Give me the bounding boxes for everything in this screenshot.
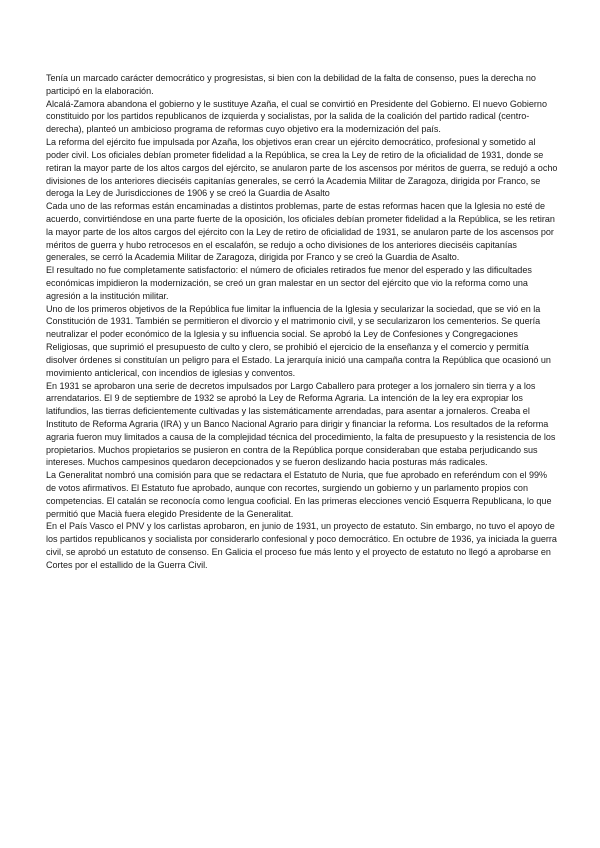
paragraph-catalan-statute: La Generalitat nombró una comisión para que se redactara el Estatuto de Nuria, que fue aprobado en referéndum con el 99% de votos afirmativos. El Estatuto fue aprobado, aunque con recortes, surgiendo un gobierno y un parlamento propios con competencias. El catalán se reconocía como lengua cooficial. En las primeras elecciones venció Esquerra Republicana, lo que permitió que Macià fuera elegido Presidente de la Generalitat. <box>46 470 552 519</box>
paragraph-army-reform: La reforma del ejército fue impulsada por Azaña, los objetivos eran crear un ejército democrático, profesional y sometido al poder civil. Los oficiales debían prometer fidelidad a la República, se crea la Ley de retiro de la oficialidad de 1931, donde se retiran la mayor parte de los altos cargos del ejército, se anularon parte de los ascensos por méritos de guerra, se redujó a ocho divisiones de los anteriores dieciséis capitanías generales, se cerró la Academia Militar de Zaragoza, dirigida por Franco, se deroga la Ley de Jurisdicciones de 1906 y se creó la Guardia de Asalto <box>46 137 558 199</box>
paragraph-reforms-overview: Cada uno de las reformas están encaminadas a distintos problemas, parte de estas reformas hacen que la Iglesia no esté de acuerdo, convirtiéndose en una parte fuerte de la oposición, los oficiales debían prometer fidelidad a la República, se les retiran la mayor parte de los altos cargos del ejército con la Ley de retiro de oficialidad de 1931, se anularon parte de los ascensos por méritos de guerra y hubo retrocesos en el escalafón, se redujo a ocho divisiones de los anteriores dieciséis capitanías generales, se cerró la Academia Militar de Zaragoza, dirigida por Franco y se creó la Guardia de Asalto. <box>46 201 555 263</box>
paragraph-constitution: Tenía un marcado carácter democrático y progresistas, si bien con la debilidad de la falta de consenso, pues la derecha no participó en la elaboración. <box>46 73 536 96</box>
document-body <box>46 72 558 572</box>
paragraph-azana-government: Alcalá-Zamora abandona el gobierno y le sustituye Azaña, el cual se convirtió en Presidente del Gobierno. El nuevo Gobierno constituido por los partidos republicanos de izquierda y socialistas, por la salida de la coalición del partido radical (centro-derecha), planteó un ambicioso programa de reformas cuyo objetivo era la modernización del país. <box>46 98 547 135</box>
paragraph-agrarian-reform: En 1931 se aprobaron una serie de decretos impulsados por Largo Caballero para proteger a los jornalero sin tierra y a los arrendatarios. El 9 de septiembre de 1932 se aprobó la Ley de Reforma Agraria. La intención de la ley era expropiar los latifundios, las tierras deficientemente cultivadas y las sistemáticamente arrendadas, para asentar a jornaleros. Creaba el Instituto de Reforma Agraria (IRA) y un Banco Nacional Agrario para dirigir y financiar la reforma. Los resultados de la reforma agraria fueron muy limitados a causa de la complejidad técnica del procedimiento, la falta de presupuesto y la resistencia de los propietarios. Muchos propietarios se pusieron en contra de la República porque consideraban que estaba perjudicando sus intereses. Muchos campesinos quedaron decepcionados y se fueron deslizando hacia posturas más radicales. <box>46 380 556 468</box>
paragraph-basque-galician-statutes: En el País Vasco el PNV y los carlistas aprobaron, en junio de 1931, un proyecto de estatuto. Sin embargo, no tuvo el apoyo de los partidos republicanos y socialista por considerarlo confesional y poco democrático. En octubre de 1936, ya iniciada la guerra civil, se aprobó un estatuto de consenso. En Galicia el proceso fue más lento y el proyecto de estatuto no llegó a aprobarse en Cortes por el estallido de la Guerra Civil. <box>46 521 557 570</box>
paragraph-reform-results: El resultado no fue completamente satisfactorio: el número de oficiales retirados fue menor del esperado y las dificultades económicas impidieron la modernización, se creó un gran malestar en un sector del ejército que vio la reforma como una agresión a la institución militar. <box>46 265 532 301</box>
paragraph-church-reform: Uno de los primeros objetivos de la República fue limitar la influencia de la Iglesia y secularizar la sociedad, que se vió en la Constitución de 1931. También se permitieron el divorcio y el matrimonio civil, y se secularizaron los cementerios. Se quería neutralizar el poder económico de la Iglesia y su influencia social. Se aprobó la Ley de Confesiones y Congregaciones Religiosas, que suprimió el presupuesto de culto y clero, se prohibió el ejercicio de la enseñanza y el comercio y permitía disolver órdenes si constituían un peligro para el Estado. La jerarquía inició una campaña contra la República que ocasionó un movimiento anticlerical, con incendios de iglesias y conventos. <box>46 303 551 378</box>
